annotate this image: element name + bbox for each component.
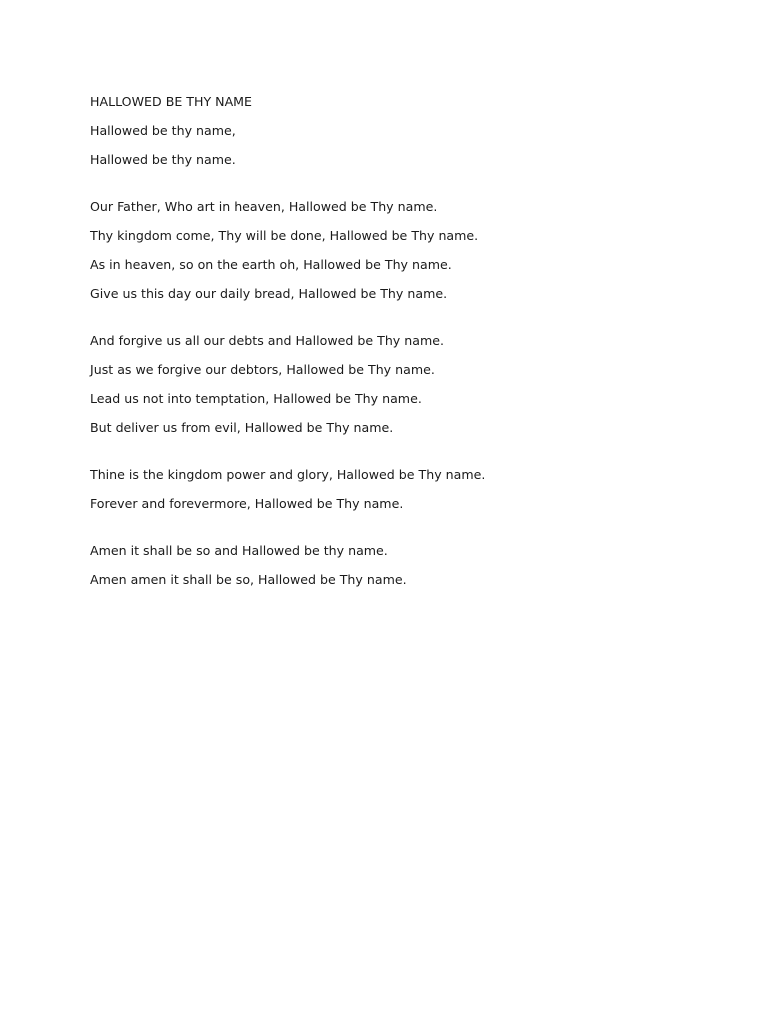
lyric-line: Hallowed be thy name. — [90, 152, 236, 167]
lyric-line: Our Father, Who art in heaven, Hallowed be Thy name. — [90, 199, 438, 214]
lyric-line: Hallowed be thy name, — [90, 123, 236, 138]
lyric-line: But deliver us from evil, Hallowed be Thy name. — [90, 420, 394, 435]
lyric-line: Give us this day our daily bread, Hallowed be Thy name. — [90, 286, 448, 301]
lyric-line: And forgive us all our debts and Hallowed be Thy name. — [90, 333, 444, 348]
stanza-5 — [90, 542, 730, 589]
lyric-line: Just as we forgive our debtors, Hallowed be Thy name. — [90, 362, 435, 377]
stanza-1 — [90, 122, 730, 169]
stanza-2 — [90, 198, 730, 303]
stanza-3 — [90, 332, 730, 437]
lyric-line: Amen it shall be so and Hallowed be thy name. — [90, 543, 388, 558]
document-page — [90, 93, 730, 600]
lyric-line: Forever and forevermore, Hallowed be Thy name. — [90, 496, 404, 511]
lyric-line: As in heaven, so on the earth oh, Hallowed be Thy name. — [90, 257, 452, 272]
lyric-line: Thine is the kingdom power and glory, Hallowed be Thy name. — [90, 467, 486, 482]
lyric-line: Thy kingdom come, Thy will be done, Hallowed be Thy name. — [90, 228, 479, 243]
lyric-line: Amen amen it shall be so, Hallowed be Thy name. — [90, 572, 407, 587]
stanza-4 — [90, 466, 730, 513]
song-title: HALLOWED BE THY NAME — [90, 94, 253, 109]
lyric-line: Lead us not into temptation, Hallowed be Thy name. — [90, 391, 422, 406]
